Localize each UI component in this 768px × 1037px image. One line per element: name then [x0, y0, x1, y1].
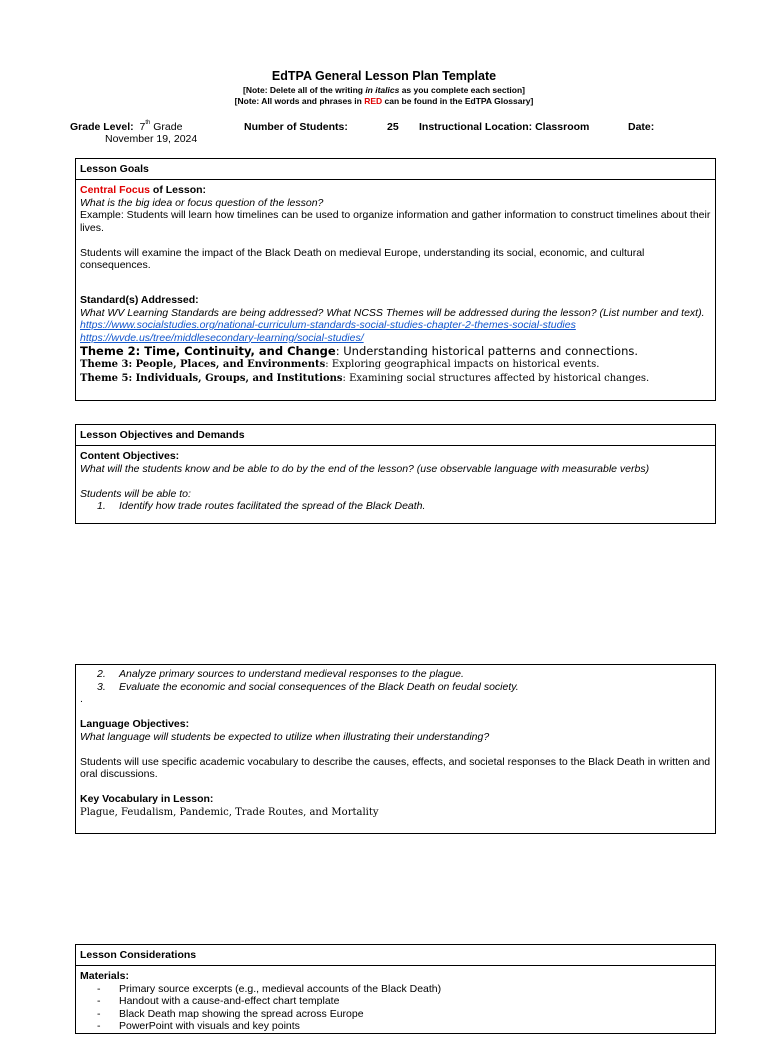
- lesson-goals-section: [75, 158, 716, 401]
- key-vocabulary-text: Plague, Feudalism, Pandemic, Trade Routes, and Mortality: [80, 806, 379, 818]
- language-objectives-statement: Students will use specific academic vocabulary to describe the causes, effects, and societal responses to the Black Death in written and oral discussions.: [80, 755, 711, 780]
- theme-5: Theme 5: Individuals, Groups, and Institutions: Examining social structures affected by historical changes.: [80, 373, 650, 384]
- central-focus-statement: Students will examine the impact of the Black Death on medieval Europe, understanding its social, economic, and cultural consequences.: [80, 246, 645, 271]
- document-title: EdTPA General Lesson Plan Template: [271, 69, 497, 83]
- objective-item: 1. Identify how trade routes facilitated the spread of the Black Death.: [97, 500, 426, 512]
- students-value: 25: [387, 121, 399, 133]
- note-italics: [Note: Delete all of the writing in italics as you complete each section]: [243, 85, 525, 95]
- lesson-goals-header: Lesson Goals: [76, 159, 715, 180]
- lesson-objectives-header: Lesson Objectives and Demands: [76, 425, 715, 446]
- lesson-objectives-section: [75, 424, 716, 524]
- language-objectives-label: Language Objectives:: [80, 718, 190, 730]
- lesson-considerations-section: [75, 944, 716, 1034]
- theme-3: Theme 3: People, Places, and Environments: Exploring geographical impacts on historical events.: [80, 359, 600, 370]
- wvde-social-studies-link[interactable]: https://wvde.us/tree/middlesecondary-learning/social-studies/: [80, 331, 364, 344]
- key-vocabulary-label: Key Vocabulary in Lesson:: [80, 793, 214, 805]
- materials-item: - Primary source excerpts (e.g., medieval accounts of the Black Death): [97, 982, 442, 995]
- materials-label: Materials:: [80, 970, 130, 982]
- content-objectives-question: What will the students know and be able to do by the end of the lesson? (use observable language with measurable verbs): [80, 462, 650, 475]
- central-focus-question: What is the big idea or focus question of the lesson?: [80, 196, 324, 209]
- content-objectives-label: Content Objectives:: [80, 450, 180, 462]
- date-label: Date:: [628, 121, 655, 133]
- lesson-considerations-header: Lesson Considerations: [76, 945, 715, 966]
- students-will-be-able-to: Students will be able to:: [80, 487, 191, 500]
- materials-item: - Black Death map showing the spread across Europe: [97, 1007, 364, 1020]
- lesson-objectives-continued: [75, 664, 716, 834]
- grade-level: Grade Level: 7th Grade: [70, 120, 183, 133]
- theme-2: Theme 2: Time, Continuity, and Change: Understanding historical patterns and connections.: [80, 344, 638, 358]
- materials-item: - PowerPoint with visuals and key points: [97, 1020, 300, 1032]
- students-label: Number of Students:: [244, 121, 348, 133]
- standards-question: What WV Learning Standards are being addressed? What NCSS Themes will be addressed during the lesson? (List number and text).: [80, 306, 705, 319]
- standards-label: Standard(s) Addressed:: [80, 294, 199, 306]
- central-focus-label: Central Focus of Lesson:: [80, 184, 207, 196]
- materials-item: - Handout with a cause-and-effect chart template: [97, 995, 340, 1007]
- language-objectives-question: What language will students be expected to utilize when illustrating their understanding?: [80, 730, 490, 743]
- central-focus-example: Example: Students will learn how timelines can be used to organize information and gather information to construct timelines about their lives.: [80, 209, 711, 234]
- instructional-location: Instructional Location: Classroom: [419, 121, 590, 133]
- stray-period: .: [80, 693, 83, 705]
- note-glossary: [Note: All words and phrases in RED can be found in the EdTPA Glossary]: [234, 96, 534, 106]
- objective-item: 2. Analyze primary sources to understand medieval responses to the plague.: [97, 668, 464, 680]
- ncss-themes-link[interactable]: https://www.socialstudies.org/national-curriculum-standards-social-studies-chapter-2-themes-social-studies: [80, 319, 576, 331]
- date-value: November 19, 2024: [105, 133, 198, 145]
- objective-item: 3. Evaluate the economic and social consequences of the Black Death on feudal society.: [97, 680, 519, 693]
